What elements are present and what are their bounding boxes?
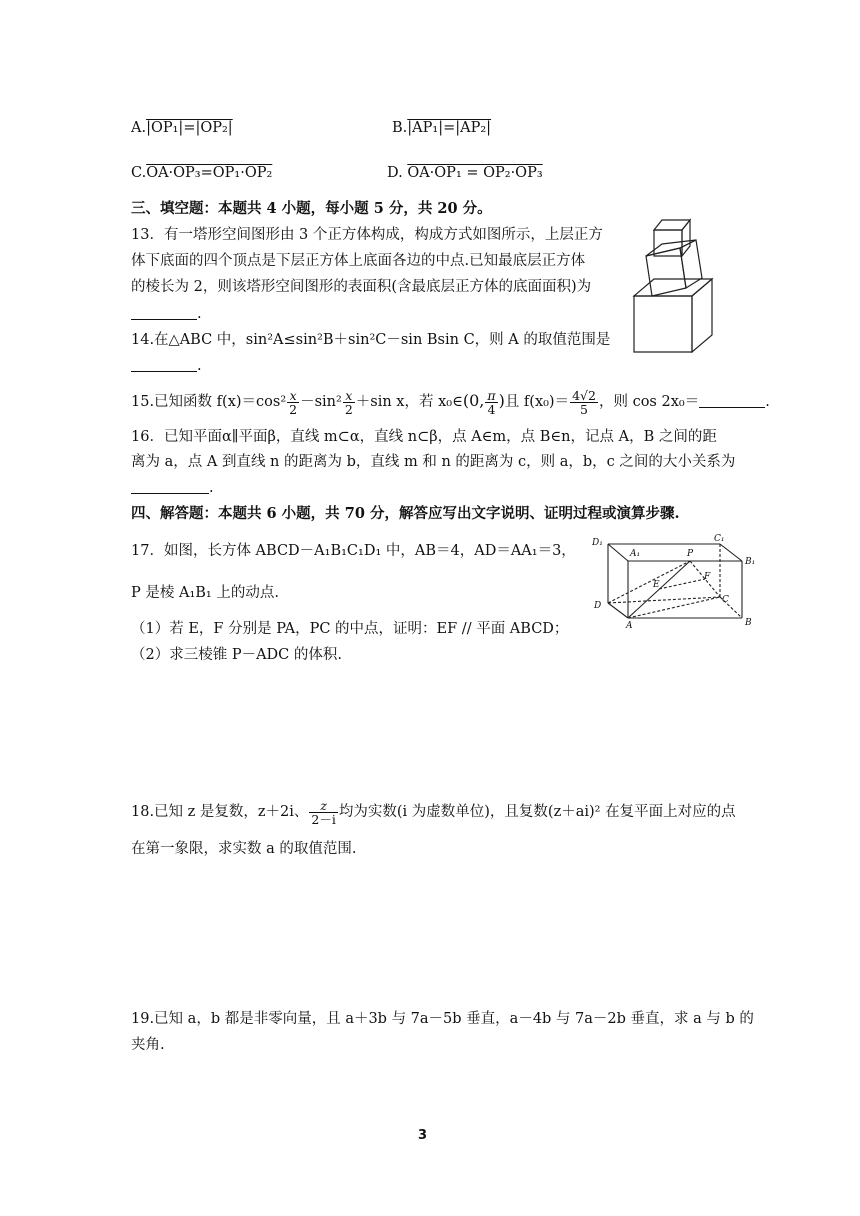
q13-blank <box>131 305 197 320</box>
q15-ask: ，则 cos 2x₀＝ <box>598 394 700 410</box>
q15-frac-a-num: x <box>287 389 299 403</box>
label-d: D <box>594 601 602 611</box>
segment-pd <box>608 561 690 603</box>
label-p: P <box>687 549 694 559</box>
q16-end: . <box>209 480 214 496</box>
q16-line2: 离为 a，点 A 到直线 n 的距离为 b，直线 m 和 n 的距离为 c，则 a，b，c 之间的大小关系为 <box>131 454 736 470</box>
middle-cube-side <box>680 240 702 288</box>
choice-c-expr: OA·OP₃=OP₁·OP₂ <box>146 165 273 181</box>
section-3-heading: 三、填空题：本题共 4 小题，每小题 5 分，共 20 分。 <box>131 200 492 217</box>
q15-pi: π <box>487 387 496 403</box>
choice-b <box>392 118 491 138</box>
q15-pre: 15.已知函数 f(x)＝cos² <box>131 394 287 410</box>
q14-answer-line <box>131 356 202 376</box>
edge-dc <box>608 597 720 603</box>
label-f: F <box>704 572 711 582</box>
choice-d-expr: OA·OP₁ = OP₂·OP₃ <box>407 165 543 181</box>
q15-open: (0, <box>462 391 485 410</box>
q16-blank <box>131 479 209 494</box>
label-e: E <box>653 580 660 590</box>
bottom-cube-front <box>634 296 692 352</box>
choice-b-label: B. <box>392 120 408 136</box>
label-a1: A₁ <box>630 549 641 559</box>
q18-pre: 18.已知 z 是复数，z＋2i、 <box>131 804 309 820</box>
q16-answer-line <box>131 478 214 498</box>
tower-cubes <box>634 220 712 352</box>
cuboid-edges <box>608 544 742 618</box>
cuboid-figure <box>590 532 766 632</box>
q15-close: ) <box>498 391 505 410</box>
label-b: B <box>745 618 752 628</box>
q18-frac-num: z <box>309 799 337 813</box>
q19-line2: 夹角. <box>131 1037 165 1053</box>
label-c1: C₁ <box>714 534 725 544</box>
edge-c1b1 <box>720 544 742 561</box>
choice-a <box>131 118 233 138</box>
q13-line1: 13．有一塔形空间图形由 3 个正方体构成，构成方式如图所示，上层正方 <box>131 227 603 243</box>
q15-blank <box>699 393 765 408</box>
q13-line3: 的棱长为 2，则该塔形空间图形的表面积(含最底层正方体的底面面积)为 <box>131 279 592 295</box>
q17-part1: （1）若 E，F 分别是 PA，PC 的中点，证明：EF // 平面 ABCD； <box>131 621 569 637</box>
q15-frac-b-den: 2 <box>344 401 353 417</box>
q18-frac <box>309 799 337 826</box>
cuboid-labels <box>591 534 755 631</box>
q18-frac-den: 2－i <box>311 811 336 827</box>
q17-line1: 17．如图，长方体 ABCD－A₁B₁C₁D₁ 中，AB＝4，AD＝AA₁＝3， <box>131 543 576 559</box>
q18-post: 均为实数(i 为虚数单位)，且复数(z＋ai)² 在复平面上对应的点 <box>338 804 736 820</box>
q15-line <box>131 386 770 417</box>
q15-frac-a-den: 2 <box>289 401 298 417</box>
label-b1: B₁ <box>745 557 756 567</box>
q15-frac-value <box>570 389 598 416</box>
top-cube-side <box>682 220 690 256</box>
label-c: C <box>722 595 729 605</box>
q16-line1: 16．已知平面α∥平面β，直线 m⊂α，直线 n⊂β，点 A∈m，点 B∈n，记点 A，B 之间的距 <box>131 429 717 445</box>
q14-line1: 14.在△ABC 中，sin²A≤sin²B＋sin²C－sin Bsin C，则 A 的取值范围是 <box>131 332 611 348</box>
choice-d <box>387 163 543 183</box>
q18-line2: 在第一象限，求实数 a 的取值范围. <box>131 841 357 857</box>
q15-frac-b-num: x <box>343 389 355 403</box>
page-number: 3 <box>418 1128 428 1143</box>
q18-line1 <box>131 797 736 827</box>
q15-five: 5 <box>580 401 588 417</box>
q15-mid: ＋sin x，若 x₀∈ <box>355 394 463 410</box>
edge-d1a1 <box>608 544 628 561</box>
q14-blank <box>131 357 197 372</box>
label-d1: D₁ <box>592 538 603 548</box>
section-4-heading: 四、解答题：本题共 6 小题，共 70 分，解答应写出文字说明、证明过程或演算步骤. <box>131 505 680 522</box>
q15-frac-x2-b <box>343 389 355 416</box>
q17-line2: P 是棱 A₁B₁ 上的动点. <box>131 585 279 601</box>
q15-frac-x2-a <box>287 389 299 416</box>
q19-line1: 19.已知 a，b 都是非零向量，且 a＋3b 与 7a－5b 垂直，a－4b 与 7a－2b 垂直，求 a 与 b 的 <box>131 1011 754 1027</box>
q15-cond: 且 f(x₀)＝ <box>504 394 570 410</box>
tower-cubes-figure <box>632 218 718 354</box>
q15-numer: 4√2 <box>572 387 596 403</box>
q15-frac-pi4 <box>485 389 497 416</box>
choice-a-label: A. <box>131 120 147 136</box>
choice-b-expr: |AP₁|=|AP₂| <box>407 120 492 136</box>
segment-ef <box>659 579 705 589</box>
choice-c <box>131 163 272 183</box>
segment-ac <box>628 597 720 618</box>
q13-line2: 体下底面的四个顶点是下层正方体上底面各边的中点.已知最底层正方体 <box>131 253 586 269</box>
q13-answer-line <box>131 304 202 324</box>
top-cube-top <box>654 220 690 230</box>
q17-part2: （2）求三棱锥 P－ADC 的体积. <box>131 647 342 663</box>
q14-end: . <box>197 358 202 374</box>
q15-end: . <box>765 394 770 410</box>
q15-four: 4 <box>487 401 496 417</box>
q15-minus: －sin² <box>300 394 342 410</box>
choice-a-expr: |OP₁|=|OP₂| <box>146 120 233 136</box>
bottom-cube-side <box>692 279 712 352</box>
edge-da <box>608 603 628 618</box>
choice-c-label: C. <box>131 165 147 181</box>
q13-end: . <box>197 306 202 322</box>
choice-d-label: D. <box>387 165 403 181</box>
bottom-cube-top <box>634 279 712 296</box>
label-a: A <box>626 621 633 631</box>
